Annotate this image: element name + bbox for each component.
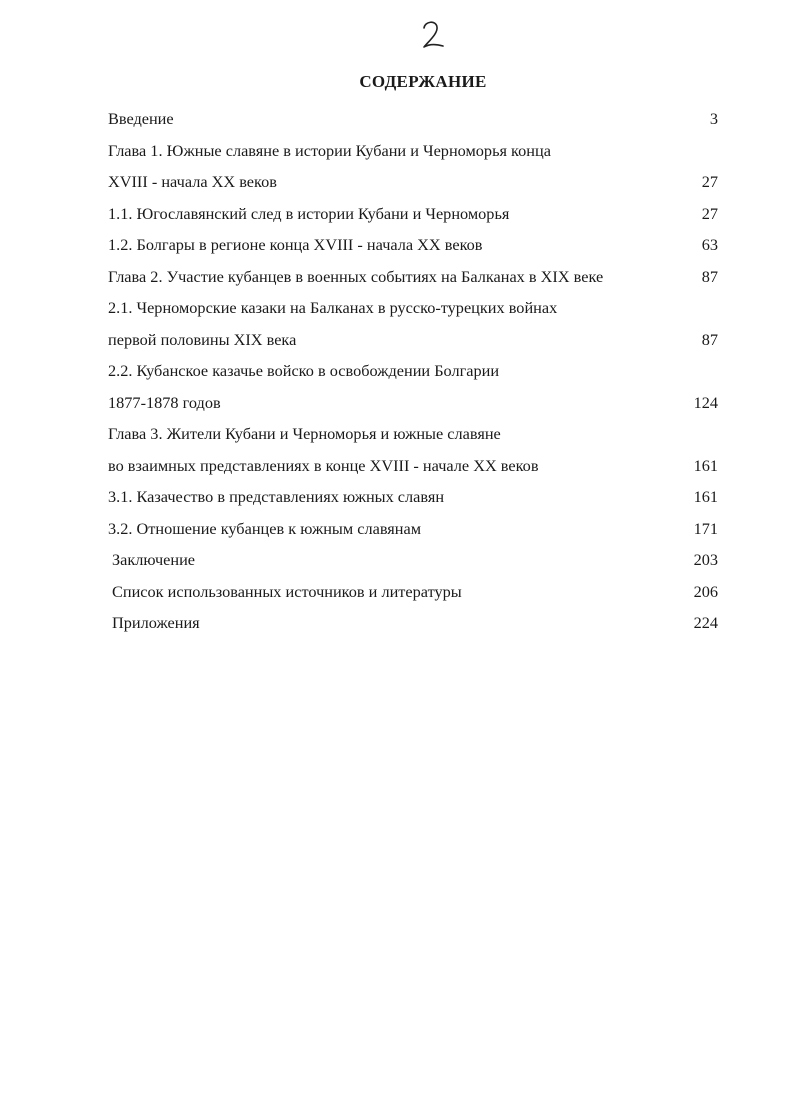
toc-entry-text: 2.2. Кубанское казачье войско в освобождении Болгарии	[108, 361, 500, 380]
toc-entry-page: 87	[701, 266, 718, 286]
toc-entry-text: 2.1. Черноморские казаки на Балканах в русско-турецких войнах	[108, 298, 558, 317]
toc-entry-page: 3	[709, 109, 718, 128]
toc-entry-text: Приложения	[112, 613, 200, 632]
toc-entry-page: 161	[693, 455, 718, 475]
toc-entry-conclusion	[108, 544, 720, 576]
toc-entry-text: 3.1. Казачество в представлениях южных славян	[108, 487, 445, 506]
toc-entry-text: Глава 3. Жители Кубани и Черноморья и южные славяне	[108, 424, 501, 443]
toc-entry-section-2-1-continued	[108, 324, 720, 356]
toc-entry-page: 124	[693, 392, 718, 412]
toc-entry-text: 1.1. Югославянский след в истории Кубани и Черноморья	[108, 203, 510, 223]
toc-entry-section-3-2	[108, 513, 720, 545]
toc-entry-page: 27	[701, 203, 718, 223]
toc-entry-text: Глава 2. Участие кубанцев в военных событиях на Балканах в XIX веке	[108, 266, 604, 286]
toc-entry-page: 203	[693, 550, 718, 569]
toc-entry-chapter-2	[108, 261, 720, 293]
handwritten-page-number	[412, 14, 452, 54]
toc-entry-page: 161	[693, 487, 718, 506]
toc-entry-section-1-2	[108, 229, 720, 261]
toc-entry-text: 1.2. Болгары в регионе конца XVIII - начала XX веков	[108, 235, 483, 254]
toc-entry-page: 27	[701, 172, 718, 191]
toc-entry-chapter-1	[108, 135, 720, 167]
toc-entry-appendices	[108, 607, 720, 639]
toc-entry-bibliography	[108, 576, 720, 608]
toc-entry-introduction	[108, 103, 720, 135]
toc-entry-text: Глава 1. Южные славяне в истории Кубани и Черноморья конца	[108, 140, 551, 160]
toc-title: СОДЕРЖАНИЕ	[359, 72, 487, 91]
toc-entry-text: первой половины XIX века	[108, 329, 297, 349]
toc-entry-section-3-1	[108, 481, 720, 513]
toc-entry-chapter-3	[108, 418, 720, 450]
toc-entry-page: 206	[693, 581, 718, 601]
toc-entry-page: 87	[701, 329, 718, 349]
toc-entry-section-1-1	[108, 198, 720, 230]
toc-entry-chapter-1-continued	[108, 166, 720, 198]
toc-entry-text: 1877-1878 годов	[108, 392, 221, 412]
toc-entry-text: во взаимных представлениях в конце XVIII - начале XX веков	[108, 455, 539, 475]
toc-entry-section-2-1	[108, 292, 720, 324]
toc-entry-text: 3.2. Отношение кубанцев к южным славянам	[108, 518, 422, 538]
toc-entry-chapter-3-continued	[108, 450, 720, 482]
toc-entry-text: Список использованных источников и литературы	[112, 581, 462, 601]
toc-entry-section-2-2-continued	[108, 387, 720, 419]
toc-entry-page: 63	[701, 235, 718, 254]
toc-entry-text: XVIII - начала XX веков	[108, 172, 277, 191]
toc-entry-page: 171	[693, 518, 718, 538]
toc-entry-page: 224	[693, 613, 718, 632]
toc-entry-text: Заключение	[112, 550, 196, 569]
table-of-contents	[108, 103, 720, 639]
toc-entry-section-2-2	[108, 355, 720, 387]
toc-entry-text: Введение	[108, 109, 174, 128]
